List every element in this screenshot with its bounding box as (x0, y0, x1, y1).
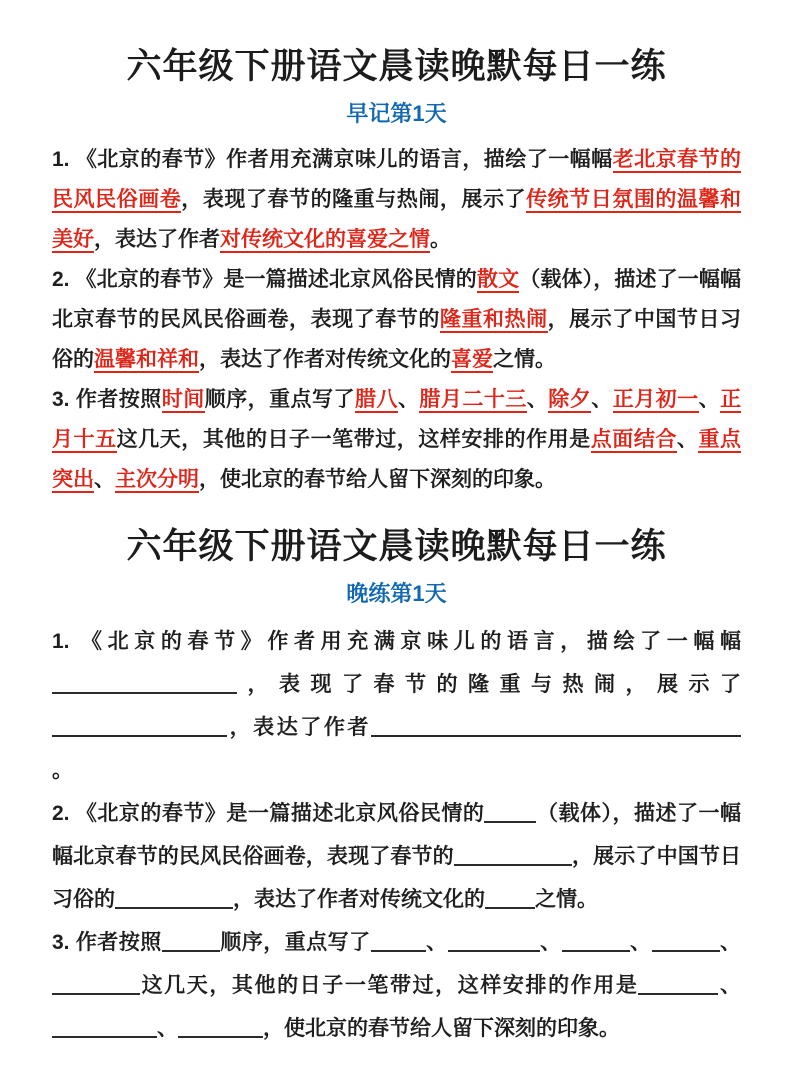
text-run: 、 (526, 388, 549, 411)
text-run: 、 (676, 428, 699, 451)
blank-line (371, 714, 741, 737)
evening-paragraphs (52, 620, 741, 1050)
blank-line (52, 972, 140, 995)
text-run: ，表达了作者 (94, 228, 220, 251)
answer-text: 温馨和祥和 (94, 348, 199, 371)
answer-text: 除夕 (548, 388, 592, 411)
text-run: 、 (629, 931, 652, 954)
text-run: ，表达了作者对传统文化的 (199, 348, 451, 371)
blank-line (115, 886, 233, 909)
text-run: ，使北京的春节给人留下深刻的印象。 (199, 468, 556, 491)
morning-paragraphs (52, 140, 741, 500)
text-run: 这几天，其他的日子一笔带过，这样安排的作用是 (116, 428, 591, 451)
answer-text: 重点突出 (52, 428, 742, 491)
answer-text: 点面结合 (590, 428, 677, 451)
text-run: 3. 作者按照 (52, 388, 162, 411)
answer-text: 隆重和热闹 (439, 308, 548, 331)
morning-paragraph-1 (52, 140, 741, 260)
blank-line (454, 843, 572, 866)
text-run: 之情。 (535, 888, 598, 911)
blank-line (485, 886, 535, 909)
blank-line (638, 972, 718, 995)
text-run: 这几天，其他的日子一笔带过，这样安排的作用是 (140, 974, 639, 997)
page-title: 六年级下册语文晨读晚默每日一练 (126, 47, 667, 86)
text-run: 2. 《北京的春节》是一篇描述北京风俗民情的 (52, 268, 477, 291)
text-run: 、 (698, 388, 721, 411)
text-run: ，表达了作者 (227, 716, 371, 739)
text-run: 、 (539, 931, 562, 954)
text-run: ，表现了春节的隆重与热闹，展示了 (181, 188, 527, 211)
text-run: 、 (157, 1017, 178, 1040)
morning-paragraph-3 (52, 380, 741, 500)
answer-text: 老北京春节的民风民俗画卷 (52, 148, 741, 211)
text-run: 顺序，重点写了 (219, 931, 371, 954)
text-run: 、 (591, 388, 613, 411)
text-run: （载体），描述了一幅幅北京春节的民风民俗画卷，表现了春节的 (52, 802, 741, 868)
answer-text: 传统节日氛围的温馨和美好 (52, 188, 742, 251)
text-run: 。 (52, 759, 73, 782)
blank-line (448, 929, 540, 952)
text-run: 3. 作者按照 (52, 931, 162, 954)
answer-text: 散文 (476, 268, 520, 291)
answer-text: 主次分明 (115, 468, 199, 491)
text-run: 。 (430, 228, 451, 251)
evening-paragraph-3 (52, 921, 741, 1050)
text-run: 1. 《北京的春节》作者用充满京味儿的语言，描绘了一幅幅 (52, 148, 613, 171)
blank-line (52, 671, 237, 694)
text-run: 2. 《北京的春节》是一篇描述北京风俗民情的 (52, 802, 485, 825)
text-run: ，使北京的春节给人留下深刻的印象。 (263, 1017, 620, 1040)
blank-line (52, 714, 227, 737)
blank-line (52, 1015, 157, 1038)
text-run: 顺序，重点写了 (204, 388, 355, 411)
answer-text: 时间 (161, 388, 205, 411)
answer-text: 正月初一 (612, 388, 699, 411)
text-run: 之情。 (493, 348, 556, 371)
blank-line (562, 929, 630, 952)
blank-line (162, 929, 220, 952)
text-run: 、 (719, 931, 742, 954)
morning-paragraph-2 (52, 260, 741, 380)
page-title-repeat: 六年级下册语文晨读晚默每日一练 (126, 527, 667, 566)
text-run: ，表现了春节的隆重与热闹，展示了 (237, 673, 741, 696)
text-run: ，表达了作者对传统文化的 (233, 888, 485, 911)
answer-text: 腊八 (354, 388, 398, 411)
answer-text: 对传统文化的喜爱之情 (220, 228, 430, 251)
evening-section (52, 526, 741, 1050)
morning-section (52, 46, 741, 500)
text-run: 、 (397, 388, 420, 411)
blank-line (371, 929, 426, 952)
evening-paragraph-2 (52, 792, 741, 921)
evening-paragraph-1 (52, 620, 741, 792)
text-run: ，展示了中国节日习俗的 (52, 308, 742, 371)
morning-day-label: 早记第1天 (346, 101, 447, 126)
text-run: 、 (425, 931, 448, 954)
answer-text: 正月十五 (52, 388, 742, 451)
blank-line (484, 800, 536, 823)
blank-line (178, 1015, 263, 1038)
blank-line (652, 929, 720, 952)
evening-day-label: 晚练第1天 (346, 581, 447, 606)
text-run: ，展示了中国节日习俗的 (52, 845, 742, 911)
answer-text: 喜爱 (451, 348, 493, 371)
text-run: 、 (718, 974, 742, 997)
text-run: 、 (94, 468, 115, 491)
text-run: （载体），描述了一幅幅北京春节的民风民俗画卷，表现了春节的 (52, 268, 741, 331)
answer-text: 腊月二十三 (419, 388, 527, 411)
text-run: 1. 《北京的春节》作者用充满京味儿的语言，描绘了一幅幅 (52, 630, 741, 653)
